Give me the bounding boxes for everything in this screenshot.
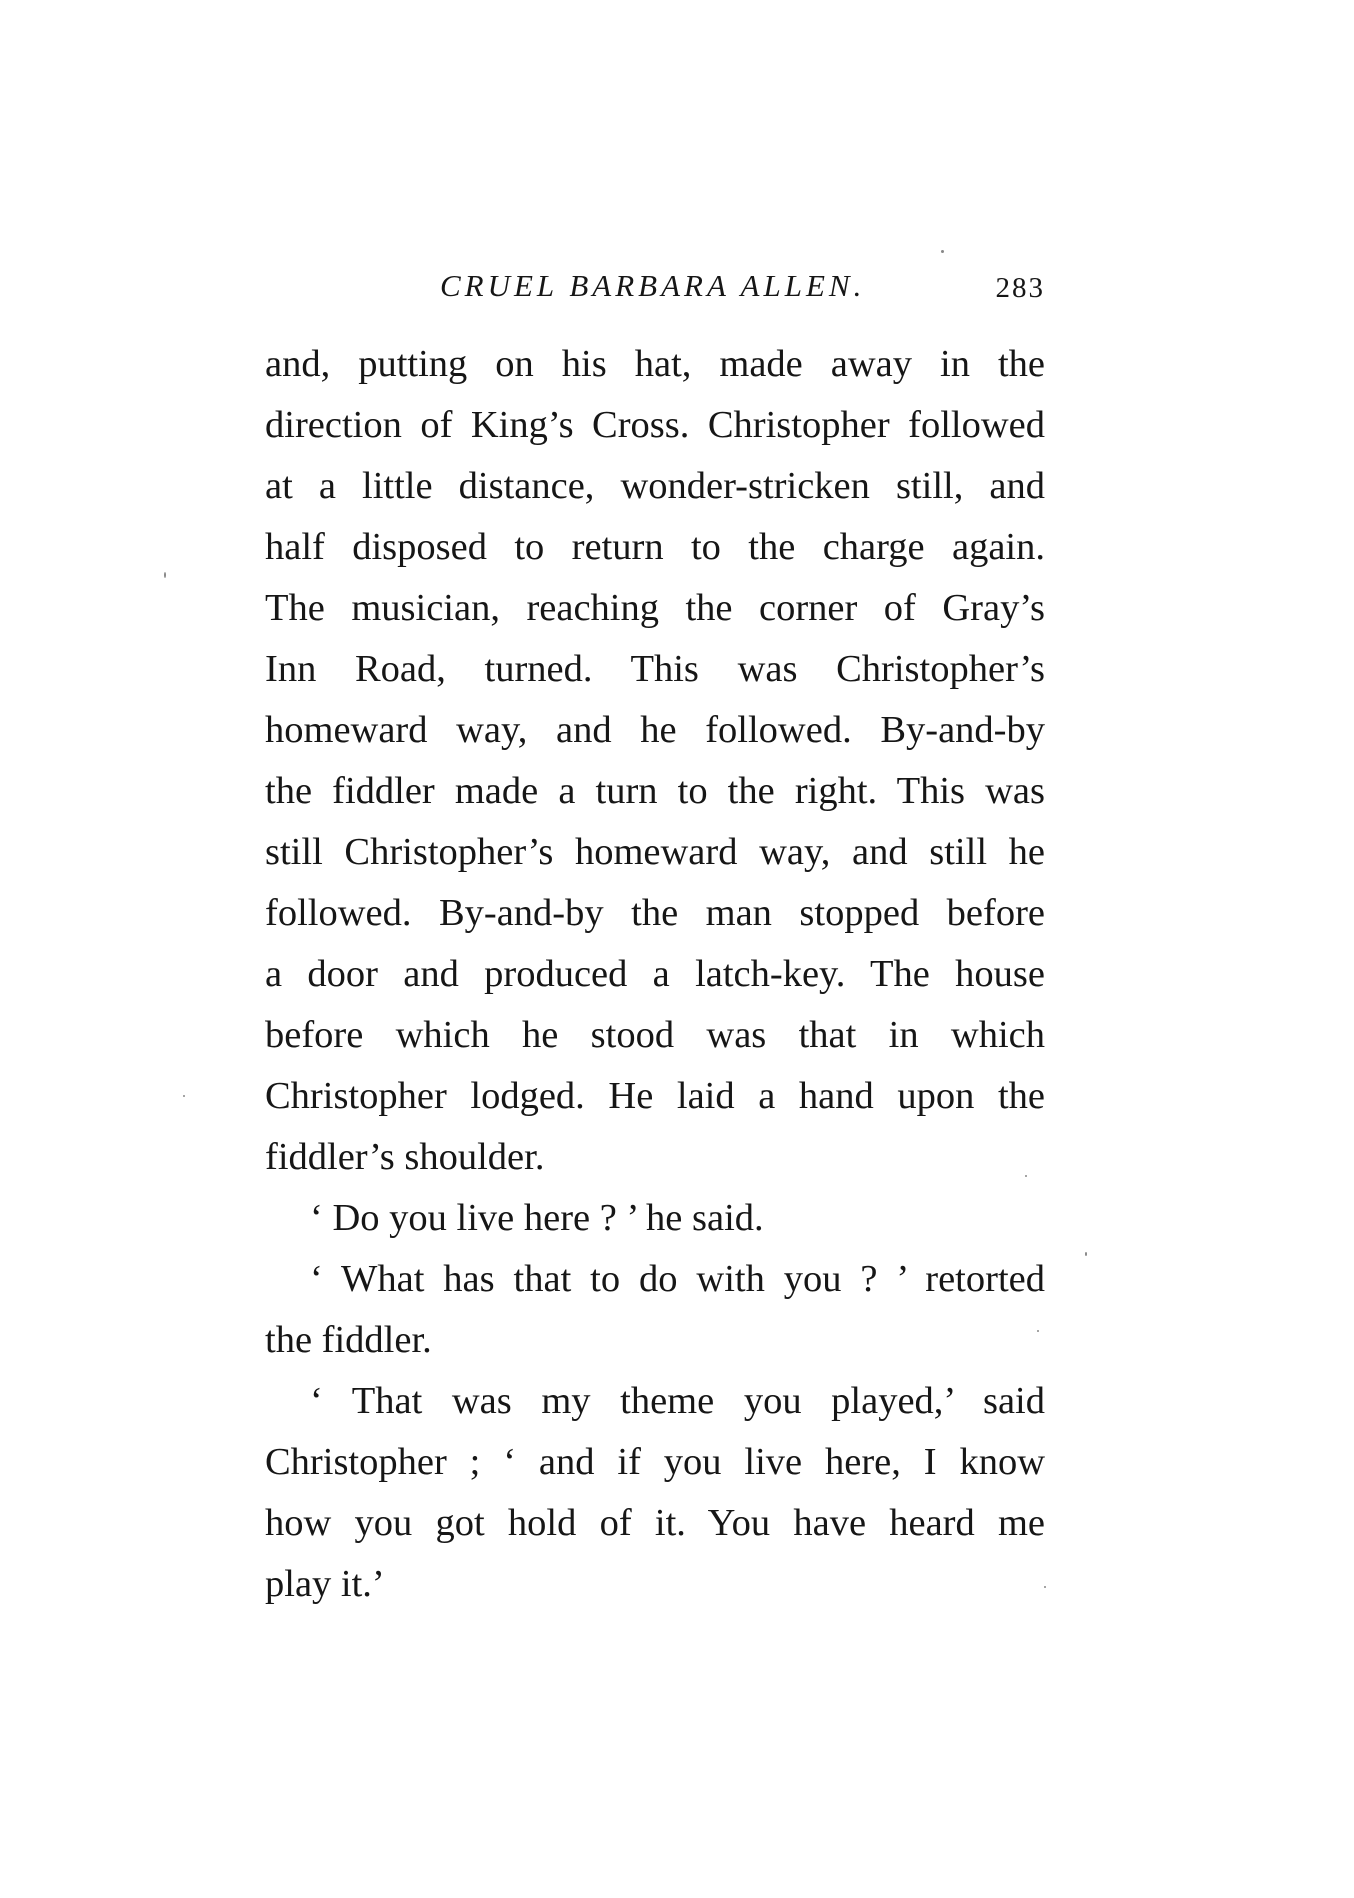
scan-speck <box>183 1095 185 1097</box>
text-line: the fiddler made a turn to the right. This was <box>265 770 1045 812</box>
running-head <box>265 268 1045 318</box>
scan-speck <box>164 572 166 578</box>
text-line: play it.’ <box>265 1563 385 1605</box>
text-line: followed. By-and-by the man stopped before <box>265 892 1045 934</box>
scan-speck <box>1085 1252 1087 1256</box>
scan-speck <box>941 250 944 253</box>
text-line: ‘ What has that to do with you ? ’ retorted <box>310 1258 1045 1300</box>
page-number: 283 <box>995 272 1045 304</box>
scan-speck <box>1044 1586 1046 1588</box>
body-text <box>265 334 1045 1615</box>
text-line: homeward way, and he followed. By-and-by <box>265 709 1045 751</box>
text-line: how you got hold of it. You have heard me <box>265 1502 1045 1544</box>
scan-speck <box>1037 1330 1039 1332</box>
text-line: a door and produced a latch-key. The house <box>265 953 1045 995</box>
text-line: fiddler’s shoulder. <box>265 1136 545 1178</box>
text-line: ‘ Do you live here ? ’ he said. <box>310 1197 764 1239</box>
text-line: ‘ That was my theme you played,’ said <box>310 1380 1045 1422</box>
running-title: CRUEL BARBARA ALLEN. <box>440 268 866 303</box>
text-line: Inn Road, turned. This was Christopher’s <box>265 648 1045 690</box>
text-line: direction of King’s Cross. Christopher followed <box>265 404 1045 446</box>
text-line: at a little distance, wonder-stricken still, and <box>265 465 1045 507</box>
text-line: and, putting on his hat, made away in the <box>265 343 1045 385</box>
text-line: Christopher lodged. He laid a hand upon the <box>265 1075 1045 1117</box>
text-line: The musician, reaching the corner of Gray’s <box>265 587 1045 629</box>
text-line: before which he stood was that in which <box>265 1014 1045 1056</box>
text-line: half disposed to return to the charge again. <box>265 526 1045 568</box>
text-line: still Christopher’s homeward way, and still he <box>265 831 1045 873</box>
scan-speck <box>1025 1175 1027 1177</box>
text-line: the fiddler. <box>265 1319 432 1361</box>
text-line: Christopher ; ‘ and if you live here, I know <box>265 1441 1045 1483</box>
